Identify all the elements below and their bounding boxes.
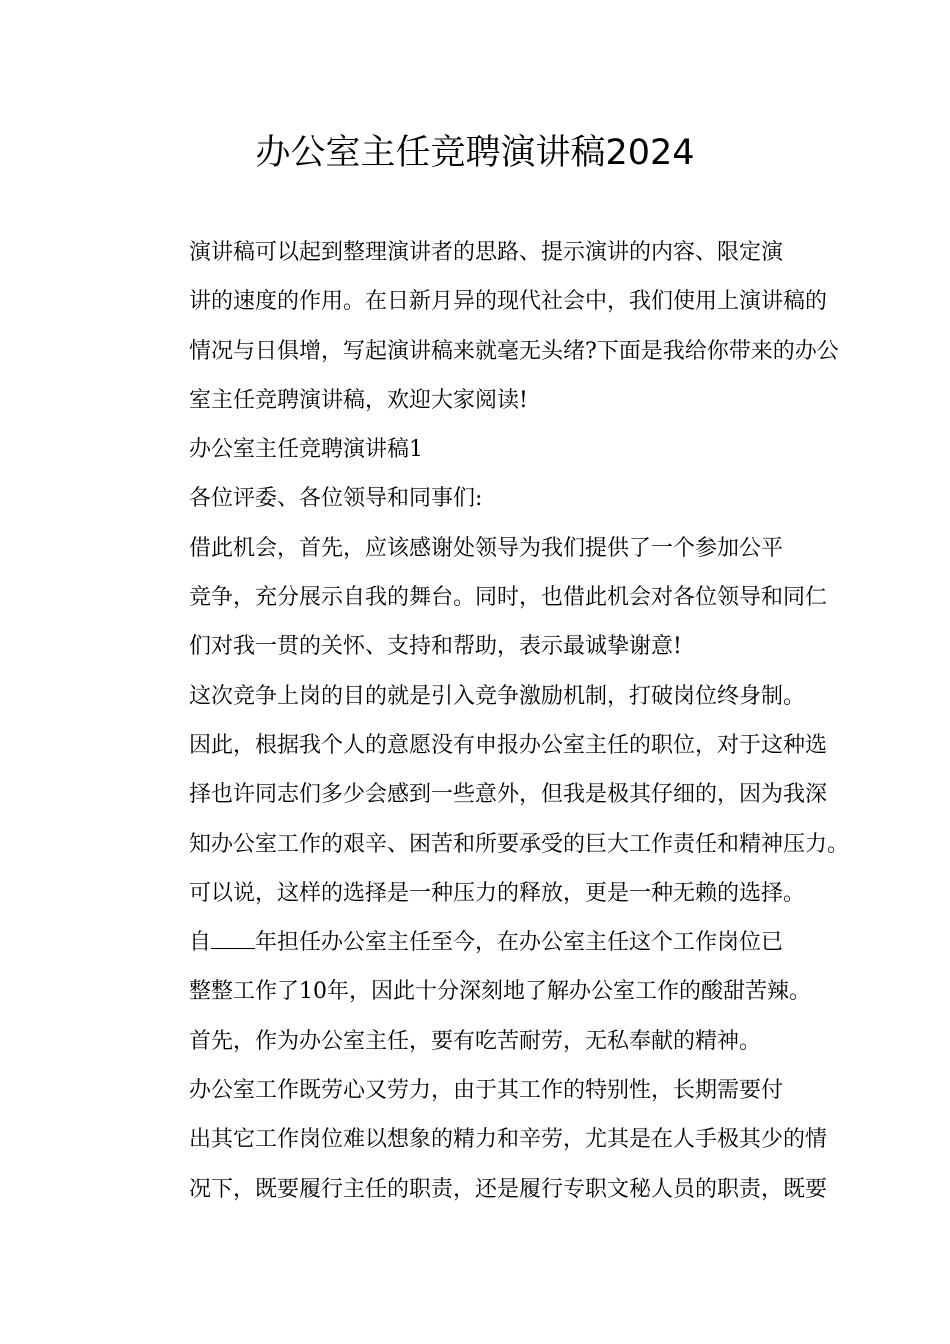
text-line: 情况与日俱增，写起演讲稿来就毫无头绪?下面是我给你带来的办公 [189, 338, 839, 364]
text-line [145, 918, 807, 967]
paragraph-purpose [145, 672, 850, 918]
text-line: 整整工作了10年，因此十分深刻地了解办公室工作的酸甜苦辣。 [189, 979, 811, 1005]
text-line: 因此，根据我个人的意愿没有申报办公室主任的职位，对于这种选 [189, 732, 828, 758]
fill-in-blank [211, 932, 255, 949]
text-line: 出其它工作岗位难以想象的精力和辛劳，尤其是在人手极其少的情 [189, 1127, 828, 1153]
text-line: 各位评委、各位领导和同事们: [189, 486, 483, 512]
document-body [145, 228, 850, 1214]
text-line: 办公室工作既劳心又劳力，由于其工作的特别性，长期需要付 [189, 1078, 784, 1104]
paragraph-intro [145, 228, 839, 425]
text-line: 择也许同志们多少会感到一些意外，但我是极其仔细的，因为我深 [189, 782, 828, 808]
salutation [145, 474, 807, 523]
text-line: 办公室主任竞聘演讲稿1 [189, 437, 423, 463]
text-line: 们对我一贯的关怀、支持和帮助，表示最诚挚谢意! [189, 634, 682, 660]
text-line: 首先，作为办公室主任，要有吃苦耐劳，无私奉献的精神。 [189, 1028, 762, 1054]
text-line: 借此机会，首先，应该感谢处领导为我们提供了一个参加公平 [189, 535, 784, 561]
document-title: 办公室主任竞聘演讲稿2024 [255, 133, 695, 173]
text-line: 这次竞争上岗的目的就是引入竞争激励机制，打破岗位终身制。 [189, 683, 806, 709]
text-line: 演讲稿可以起到整理演讲者的思路、提示演讲的内容、限定演 [189, 240, 784, 265]
paragraph-thanks [145, 524, 828, 672]
text-line: 可以说，这样的选择是一种压力的释放，更是一种无赖的选择。 [189, 880, 806, 906]
text-line: 知办公室工作的艰辛、困苦和所要承受的巨大工作责任和精神压力。 [189, 831, 850, 857]
text-line: 讲的速度的作用。在日新月异的现代社会中，我们使用上演讲稿的 [189, 289, 828, 315]
text-line: 室主任竞聘演讲稿，欢迎大家阅读! [189, 387, 528, 413]
paragraph-tenure [145, 918, 811, 1017]
text-line: 竞争，充分展示自我的舞台。同时，也借此机会对各位领导和同仁 [189, 585, 828, 611]
paragraph-workload [145, 1066, 828, 1214]
text-fragment: 年担任办公室主任至今，在办公室主任这个工作岗位已 [255, 930, 784, 956]
paragraph-first-point [145, 1017, 807, 1066]
text-fragment: 自 [189, 930, 212, 956]
text-line: 况下，既要履行主任的职责，还是履行专职文秘人员的职责，既要 [189, 1176, 828, 1202]
section-heading [145, 425, 807, 474]
